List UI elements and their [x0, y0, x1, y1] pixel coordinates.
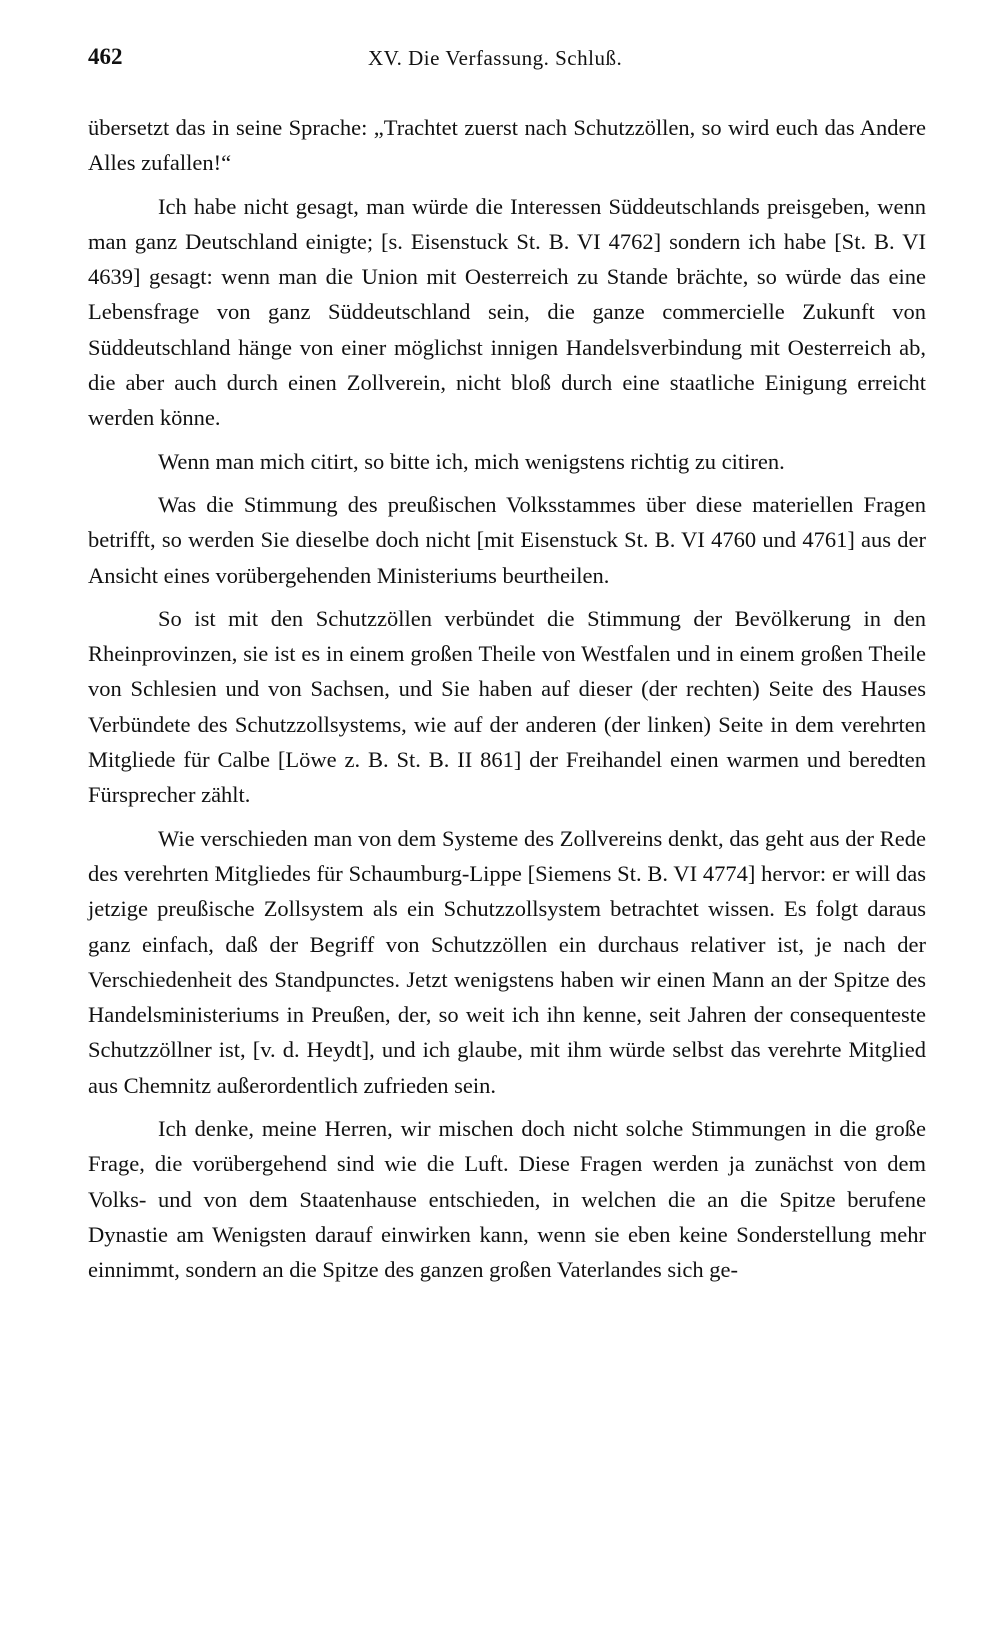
paragraph-7: Ich denke, meine Herren, wir mischen doch nicht solche Stimmungen in die große Frage, die vorübergehend sind wie die Luft. Diese Fragen werden ja zunächst von dem Volks- und von dem Staatenhause entschieden, in welchen die an die Spitze berufene Dynastie am Wenigsten darauf einwirken kann, wenn sie eben keine Sonderstellung mehr einnimmt, sondern an die Spitze des ganzen großen Vaterlandes sich ge- [88, 1116, 926, 1283]
paragraph-4: Was die Stimmung des preußischen Volksstammes über diese materiellen Fragen betrifft, so werden Sie dieselbe doch nicht [mit Eisenstuck St. B. VI 4760 und 4761] aus der Ansicht eines vorübergehenden Ministeriums beurtheilen. [88, 491, 926, 588]
paragraph-3: Wenn man mich citirt, so bitte ich, mich wenigstens richtig zu citiren. [158, 448, 785, 474]
body-text [88, 110, 926, 1296]
page-number: 462 [88, 44, 123, 69]
paragraph-5: So ist mit den Schutzzöllen verbündet die Stimmung der Bevölkerung in den Rheinprovinzen, sie ist es in einem großen Theile von Westfalen und in einem großen Theile von Schlesien und von Sachsen, und Sie haben auf dieser (der rechten) Seite des Hauses Verbündete des Schutzzollsystems, wie auf der anderen (der linken) Seite in dem verehrten Mitgliede für Calbe [Löwe z. B. St. B. II 861] der Freihandel einen warmen und beredten Fürsprecher zählt. [88, 605, 926, 808]
paragraph-6: Wie verschieden man von dem Systeme des Zollvereins denkt, das geht aus der Rede des verehrten Mitgliedes für Schaumburg-Lippe [Siemens St. B. VI 4774] hervor: er will das jetzige preußische Zollsystem als ein Schutzzollsystem betrachtet wissen. Es folgt daraus ganz einfach, daß der Begriff von Schutzzöllen ein durchaus relativer ist, je nach der Verschiedenheit des Standpunctes. Jetzt wenigstens haben wir einen Mann an der Spitze des Handelsministeriums in Preußen, der, so weit ich ihn kenne, seit Jahren der consequenteste Schutzzöllner ist, [v. d. Heydt], und ich glaube, mit ihm würde selbst das verehrte Mitglied aus Chemnitz außerordentlich zufrieden sein. [88, 825, 926, 1098]
running-head: XV. Die Verfassung. Schluß. [368, 46, 623, 70]
paragraph-2: Ich habe nicht gesagt, man würde die Interessen Süddeutschlands preisgeben, wenn man ganz Deutschland einigte; [s. Eisenstuck St. B. VI 4762] sondern ich habe [St. B. VI 4639] gesagt: wenn man die Union mit Oesterreich zu Stande brächte, so würde das eine Lebensfrage von ganz Süddeutschland sein, die ganze commercielle Zukunft von Süddeutschland hänge von einer möglichst innigen Handelsverbindung mit Oesterreich ab, die aber auch durch einen Zollverein, nicht bloß durch eine staatliche Einigung erreicht werden könne. [88, 193, 926, 431]
paragraph-1: übersetzt das in seine Sprache: „Trachtet zuerst nach Schutzzöllen, so wird euch das Andere Alles zufallen!“ [88, 115, 926, 176]
page-header [88, 44, 928, 84]
